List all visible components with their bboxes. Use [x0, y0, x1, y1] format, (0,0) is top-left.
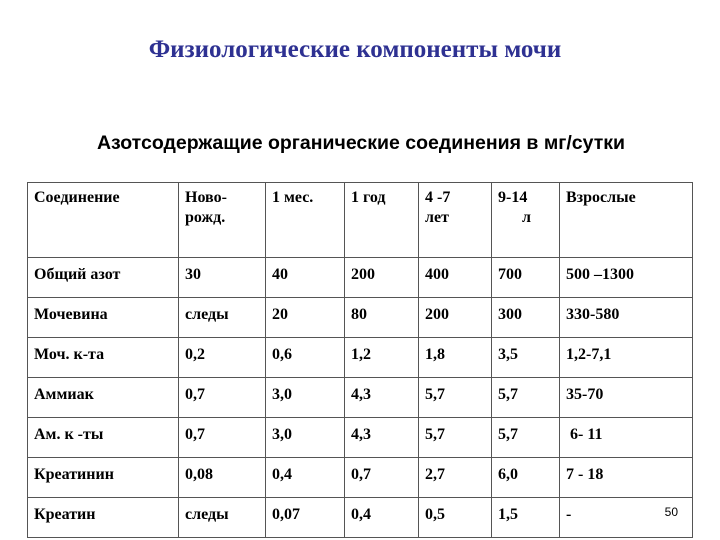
table-cell: 0,4 — [345, 498, 419, 538]
table-cell: Общий азот — [28, 258, 179, 298]
table-cell: 700 — [492, 258, 560, 298]
column-header-4-7-years — [419, 183, 492, 258]
column-header-adults — [560, 183, 693, 258]
table-cell: 5,7 — [419, 378, 492, 418]
column-header-1-month — [266, 183, 345, 258]
table-cell: 300 — [492, 298, 560, 338]
table-cell: 0,7 — [179, 378, 266, 418]
table-cell: 0,4 — [266, 458, 345, 498]
table-cell: 1,8 — [419, 338, 492, 378]
table-cell: 400 — [419, 258, 492, 298]
table-row — [28, 378, 693, 418]
table-row — [28, 338, 693, 378]
table-cell: 3,0 — [266, 418, 345, 458]
table-cell: 20 — [266, 298, 345, 338]
header-text: 9-14 — [498, 189, 528, 206]
header-text: 1 год — [351, 189, 386, 206]
table-cell: 0,6 — [266, 338, 345, 378]
page-number: 50 — [664, 505, 678, 519]
table-cell: Креатин — [28, 498, 179, 538]
table-cell: 6,0 — [492, 458, 560, 498]
table-cell: 0,2 — [179, 338, 266, 378]
table-cell: 0,08 — [179, 458, 266, 498]
table-cell: 0,7 — [345, 458, 419, 498]
header-text: Соединение — [34, 189, 120, 206]
column-header-compound — [28, 183, 179, 258]
column-header-newborn — [179, 183, 266, 258]
header-text: лет — [425, 209, 449, 226]
table-cell: 4,3 — [345, 378, 419, 418]
table-cell: 5,7 — [419, 418, 492, 458]
table-cell: Ам. к -ты — [28, 418, 179, 458]
table-row — [28, 458, 693, 498]
table-cell: 40 — [266, 258, 345, 298]
table-cell: 5,7 — [492, 418, 560, 458]
table-row — [28, 298, 693, 338]
slide-title: Физиологические компоненты мочи — [148, 36, 562, 63]
header-text: 4 -7 — [425, 189, 451, 206]
table-cell: 1,2 — [345, 338, 419, 378]
table-cell: Моч. к-та — [28, 338, 179, 378]
table-cell: 5,7 — [492, 378, 560, 418]
table-cell: 200 — [419, 298, 492, 338]
column-header-1-year — [345, 183, 419, 258]
table-cell: 0,07 — [266, 498, 345, 538]
table-cell: 330-580 — [560, 298, 693, 338]
table-cell: 0,5 — [419, 498, 492, 538]
slide-subtitle: Азотсодержащие органические соединения в мг/сутки — [96, 132, 626, 154]
table-cell: 80 — [345, 298, 419, 338]
table-cell: 7 - 18 — [560, 458, 693, 498]
table-cell: 1,2-7,1 — [560, 338, 693, 378]
table-cell: 4,3 — [345, 418, 419, 458]
table-cell: 6- 11 — [560, 418, 693, 458]
table-row — [28, 498, 693, 538]
table-cell: Креатинин — [28, 458, 179, 498]
header-text: рожд. — [185, 209, 226, 226]
table-cell: Аммиак — [28, 378, 179, 418]
header-text: 1 мес. — [272, 189, 314, 206]
table-cell: следы — [179, 298, 266, 338]
table-cell: 200 — [345, 258, 419, 298]
table-cell: 2,7 — [419, 458, 492, 498]
column-header-9-14-years — [492, 183, 560, 258]
table-header-row — [28, 183, 693, 258]
header-text: Ново- — [185, 189, 227, 206]
table-row — [28, 258, 693, 298]
table-cell: 500 –1300 — [560, 258, 693, 298]
table-cell: 30 — [179, 258, 266, 298]
table-row — [28, 418, 693, 458]
table-cell: 1,5 — [492, 498, 560, 538]
nitrogen-compounds-table — [27, 182, 693, 538]
table-cell: - — [560, 498, 693, 538]
header-text: Взрослые — [566, 189, 636, 206]
table-cell: 3,0 — [266, 378, 345, 418]
table-cell: 35-70 — [560, 378, 693, 418]
table-cell: 3,5 — [492, 338, 560, 378]
table-cell: следы — [179, 498, 266, 538]
header-text: л — [522, 209, 531, 226]
table-cell: 0,7 — [179, 418, 266, 458]
table-cell: Мочевина — [28, 298, 179, 338]
